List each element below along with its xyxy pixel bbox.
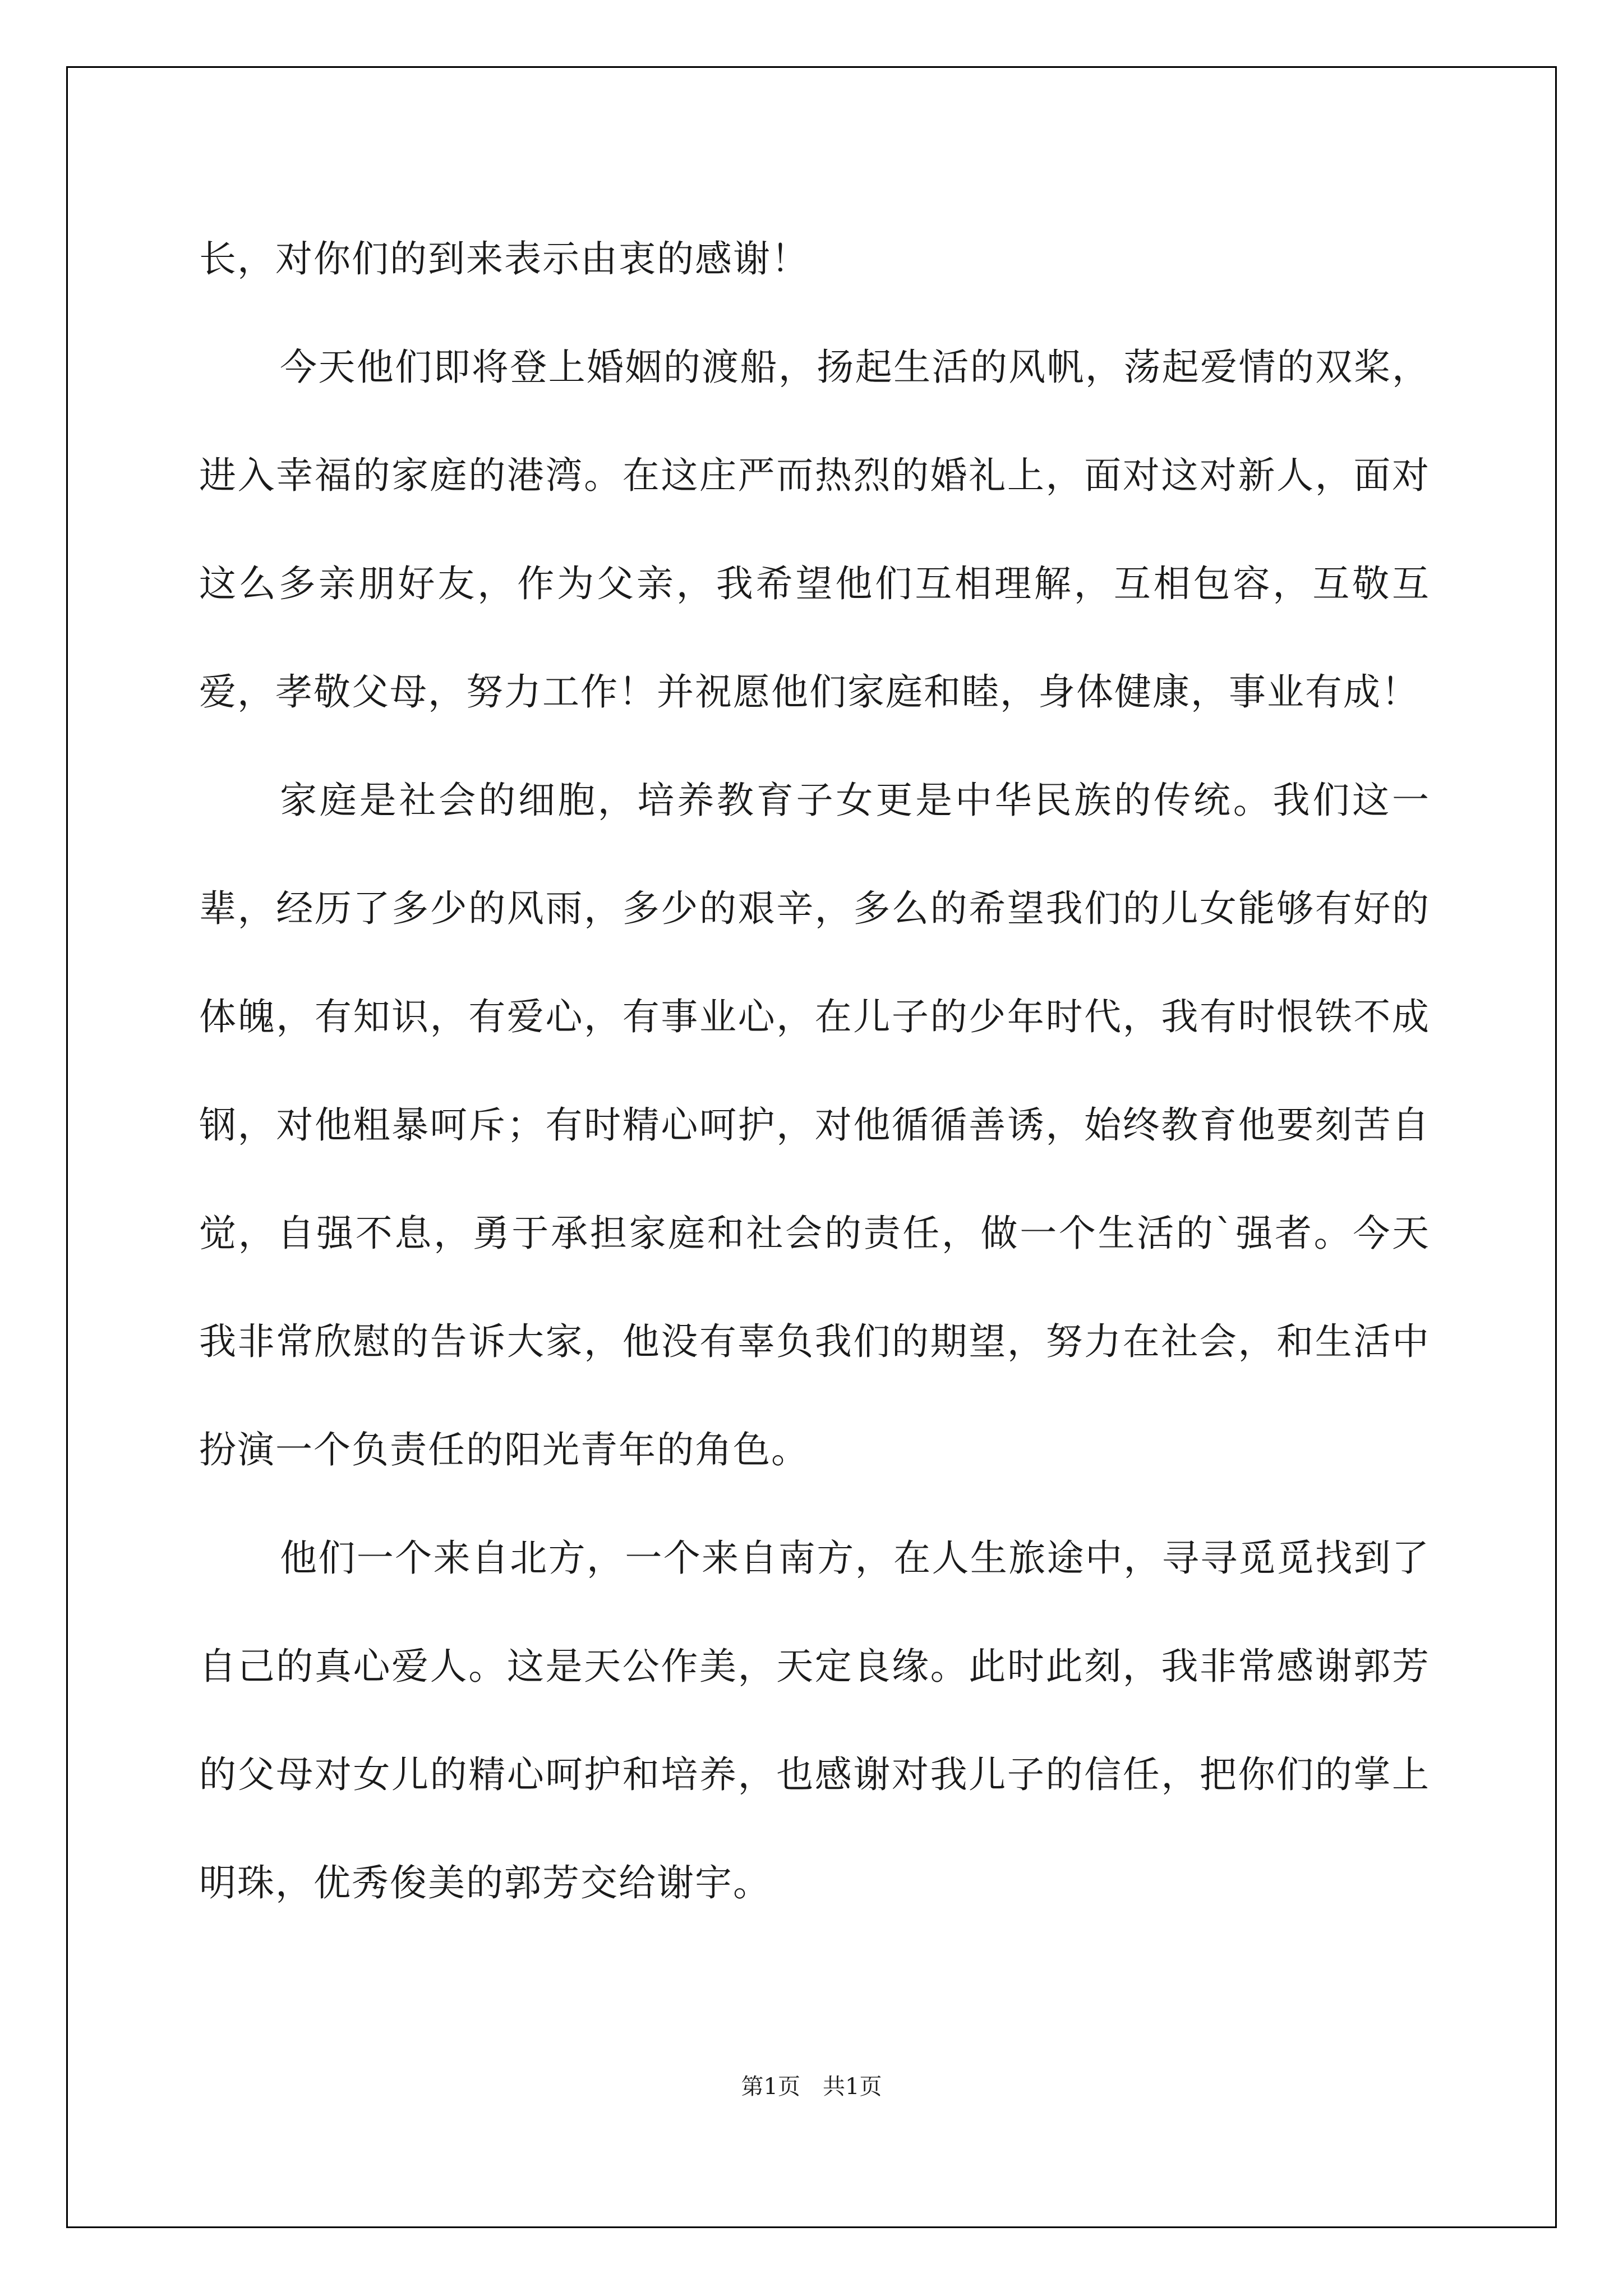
paragraph-4: 他们一个来自北方，一个来自南方，在人生旅途中，寻寻觅觅找到了自己的真心爱人。这是天公作美，天定良缘。此时此刻，我非常感谢郭芳的父母对女儿的精心呵护和培养，也感谢对我儿子的信任，把你们的掌上明珠，优秀俊美的郭芳交给谢宇。 [199, 1536, 1430, 1904]
paragraph-3: 家庭是社会的细胞，培养教育子女更是中华民族的传统。我们这一辈，经历了多少的风雨，多少的艰辛，多么的希望我们的儿女能够有好的体魄，有知识，有爱心，有事业心，在儿子的少年时代，我有时恨铁不成钢，对他粗暴呵斥；有时精心呵护，对他循循善诱，始终教育他要刻苦自觉，自强不息，勇于承担家庭和社会的责任，做一个生活的`强者。今天我非常欣慰的告诉大家，他没有辜负我们的期望，努力在社会，和生活中扮演一个负责任的阳光青年的角色。 [199, 779, 1430, 1471]
page-total: 共1页 [823, 2074, 882, 2100]
document-body [199, 205, 1430, 1937]
paragraph-1: 长，对你们的到来表示由衷的感谢！ [199, 237, 809, 280]
page-number: 第1页 [741, 2074, 800, 2100]
paragraph-2: 今天他们即将登上婚姻的渡船，扬起生活的风帆，荡起爱情的双桨，进入幸福的家庭的港湾。在这庄严而热烈的婚礼上，面对这对新人，面对这么多亲朋好友，作为父亲，我希望他们互相理解，互相包容，互敬互爱，孝敬父母，努力工作！并祝愿他们家庭和睦，身体健康，事业有成！ [199, 346, 1430, 714]
page-footer [0, 2069, 1623, 2101]
